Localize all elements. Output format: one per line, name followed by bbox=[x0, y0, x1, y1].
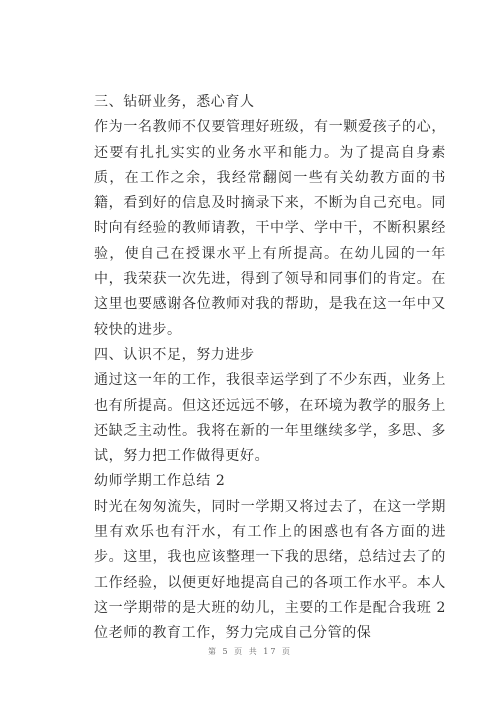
document-body bbox=[94, 90, 446, 647]
document-title: 幼师学期工作总结 2 bbox=[94, 473, 226, 490]
section-heading: 三、钻研业务，悉心育人 bbox=[94, 94, 255, 110]
paragraph: 作为一名教师不仅要管理好班级，有一颗爱孩子的心，还要有扎扎实实的业务水平和能力。为了提高自身素质，在工作之余，我经常翻阅一些有关幼教方面的书籍，看到好的信息及时摘录下来，不断为自己充电。同时向有经验的教师请教，干中学、学中干，不断积累经验，使自己在授课水平上有所提高。在幼儿园的一年中，我荣获一次先进，得到了领导和同事们的肯定。在这里也要感谢各位教师对我的帮助，是我在这一年中又较快的进步。 bbox=[94, 119, 446, 338]
page-number-footer: 第 5 页 共 17 页 bbox=[208, 647, 292, 656]
paragraph: 通过这一年的工作，我很幸运学到了不少东西，业务上也有所提高。但这还远远不够，在环境为教学的服务上还缺乏主动性。我将在新的一年里继续多学，多思、多试，努力把工作做得更好。 bbox=[94, 372, 446, 465]
paragraph: 时光在匆匆流失，同时一学期又将过去了，在这一学期里有欢乐也有汗水，有工作上的困惑也有各方面的进步。这里，我也应该整理一下我的思绪，总结过去了的工作经验，以便更好地提高自己的各项工作水平。本人这一学期带的是大班的幼儿，主要的工作是配合我班 2 位老师的教育工作，努力完成自己分管的保 bbox=[94, 498, 446, 642]
section-heading: 四、认识不足，努力进步 bbox=[94, 346, 255, 363]
